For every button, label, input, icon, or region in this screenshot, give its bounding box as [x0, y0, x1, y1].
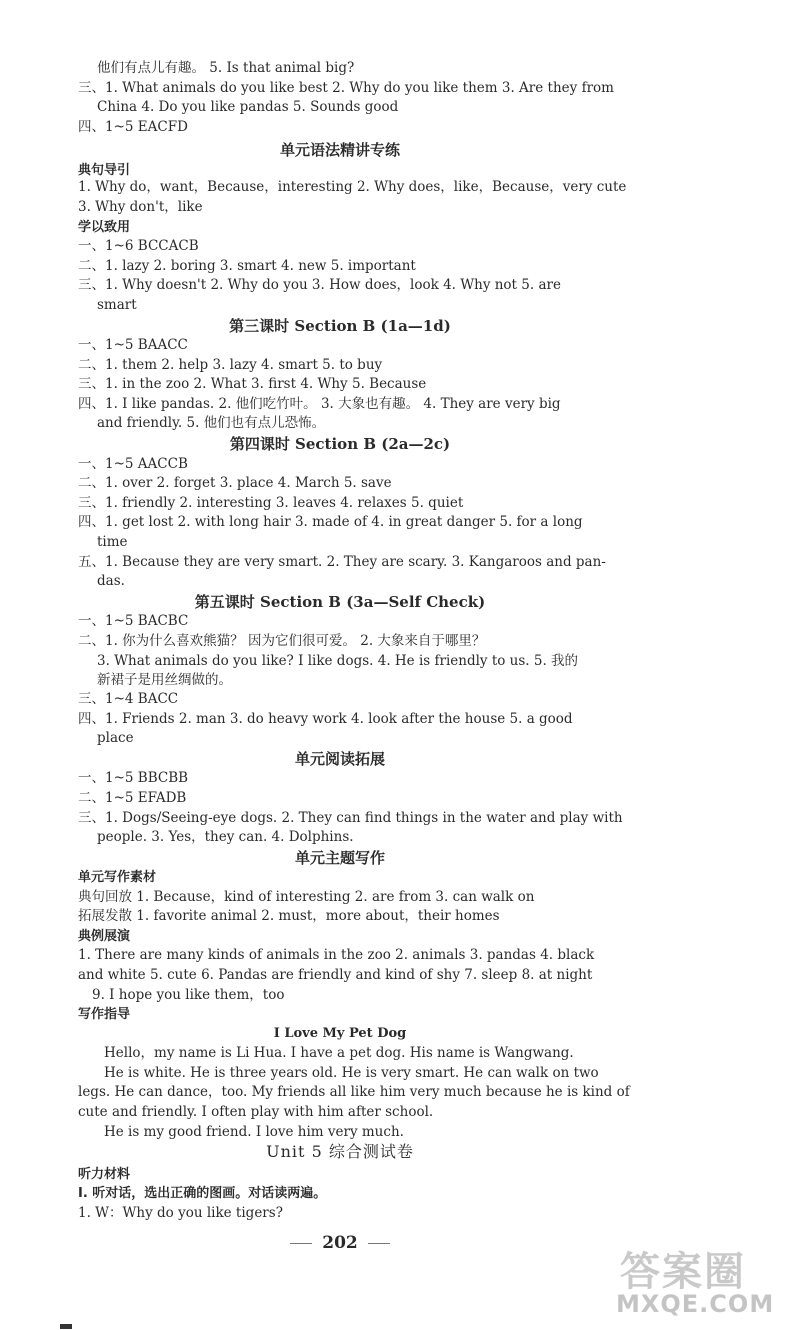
section-heading: 第五课时 Section B (3a—Self Check) — [194, 593, 486, 611]
watermark-url-text: MXQE.COM — [616, 1290, 775, 1318]
text-line: 二、1. them 2. help 3. lazy 4. smart 5. to buy — [78, 357, 383, 373]
text-line: 一、1~5 AACCB — [78, 456, 188, 472]
page-number — [0, 1232, 680, 1254]
watermark-top-text: 答案圈 — [620, 1249, 746, 1295]
subsection-label: 写作指导 — [78, 1007, 131, 1022]
text-line: 新裙子是用丝绸做的。 — [97, 672, 232, 688]
page-number-text: 202 — [322, 1233, 358, 1253]
text-line: 拓展发散 1. favorite animal 2. must，more about，their homes — [78, 908, 500, 924]
subsection-label: 学以致用 — [78, 220, 131, 235]
text-line: 三、1. in the zoo 2. What 3. first 4. Why 5. Because — [78, 376, 427, 392]
essay-line: He is white. He is three years old. He is very smart. He can walk on two — [104, 1065, 599, 1081]
text-line: 二、1. 你为什么喜欢熊猫？ 因为它们很可爱。 2. 大象来自于哪里？ — [78, 633, 486, 649]
essay-line: Hello，my name is Li Hua. I have a pet dog. His name is Wangwang. — [104, 1045, 574, 1061]
text-line: das. — [97, 573, 125, 589]
section-heading: 第三课时 Section B (1a—1d) — [229, 317, 451, 335]
text-line: 二、1~5 EFADB — [78, 790, 187, 806]
text-line: 1. Why do，want，Because，interesting 2. Why does，like，Because，very cute — [78, 179, 627, 195]
section-heading: 单元阅读拓展 — [294, 750, 385, 768]
subsection-label: 单元写作素材 — [78, 870, 157, 885]
text-line: 四、1. get lost 2. with long hair 3. made of 4. in great danger 5. for a long — [78, 514, 583, 530]
page-number-dash-right — [368, 1243, 390, 1244]
text-line: and friendly. 5. 他们也有点儿恐怖。 — [97, 415, 326, 431]
subsection-label: 典例展演 — [78, 929, 131, 944]
text-line: 二、1. lazy 2. boring 3. smart 4. new 5. important — [78, 258, 416, 274]
essay-title: I Love My Pet Dog — [273, 1026, 407, 1041]
essay-line: legs. He can dance，too. My friends all like him very much because he is kind of — [78, 1084, 630, 1100]
page-number-dash-left — [290, 1243, 312, 1244]
text-line: 三、1. friendly 2. interesting 3. leaves 4. relaxes 5. quiet — [78, 495, 464, 511]
text-line: 三、1~4 BACC — [78, 691, 179, 707]
text-line: 他们有点儿有趣。 5. Is that animal big? — [97, 60, 355, 76]
section-heading: 单元语法精讲专练 — [279, 141, 400, 159]
text-line: 一、1~5 BACBC — [78, 613, 189, 629]
text-line: 典句回放 1. Because，kind of interesting 2. are from 3. can walk on — [78, 889, 535, 905]
text-line: 四、1. Friends 2. man 3. do heavy work 4. look after the house 5. a good — [78, 711, 573, 727]
text-line: 五、1. Because they are very smart. 2. They are scary. 3. Kangaroos and pan- — [78, 554, 606, 570]
corner-mark — [60, 1324, 72, 1329]
text-line: 3. Why don't，like — [78, 199, 203, 215]
text-line: people. 3. Yes，they can. 4. Dolphins. — [97, 829, 354, 845]
text-line: time — [97, 534, 128, 550]
unit-test-heading: Unit 5 综合测试卷 — [266, 1142, 414, 1161]
text-line: 一、1~6 BCCACB — [78, 238, 199, 254]
text-line: and white 5. cute 6. Pandas are friendly and kind of shy 7. sleep 8. at night — [78, 967, 593, 983]
section-heading: 第四课时 Section B (2a—2c) — [229, 435, 451, 453]
text-line: China 4. Do you like pandas 5. Sounds good — [97, 99, 399, 115]
text-line: 一、1~5 BBCBB — [78, 770, 189, 786]
question-instruction: Ⅰ. 听对话，选出正确的图画。对话读两遍。 — [78, 1186, 327, 1201]
text-line: 9. I hope you like them，too — [92, 987, 285, 1003]
essay-line: He is my good friend. I love him very much. — [104, 1124, 404, 1140]
essay-line: cute and friendly. I often play with him after school. — [78, 1104, 434, 1120]
text-line: 1. There are many kinds of animals in the zoo 2. animals 3. pandas 4. black — [78, 947, 595, 963]
text-line: 四、1. I like pandas. 2. 他们吃竹叶。 3. 大象也有趣。 4. They are very big — [78, 396, 561, 412]
subsection-label: 典句导引 — [78, 163, 131, 178]
section-heading: 单元主题写作 — [294, 849, 385, 867]
text-line: place — [97, 730, 134, 746]
text-line: 三、1. Dogs/Seeing-eye dogs. 2. They can find things in the water and play with — [78, 810, 623, 826]
text-line: 1. W：Why do you like tigers? — [78, 1205, 283, 1221]
text-line: 四、1~5 EACFD — [78, 119, 188, 135]
text-line: 3. What animals do you like? I like dogs. 4. He is friendly to us. 5. 我的 — [97, 653, 579, 669]
watermark-logo — [612, 1240, 792, 1320]
text-line: 三、1. What animals do you like best 2. Why do you like them 3. Are they from — [78, 80, 614, 96]
text-line: smart — [97, 297, 137, 313]
text-line: 一、1~5 BAACC — [78, 337, 188, 353]
subsection-label: 听力材料 — [78, 1167, 131, 1182]
text-line: 三、1. Why doesn't 2. Why do you 3. How does，look 4. Why not 5. are — [78, 277, 561, 293]
text-line: 二、1. over 2. forget 3. place 4. March 5. save — [78, 475, 392, 491]
